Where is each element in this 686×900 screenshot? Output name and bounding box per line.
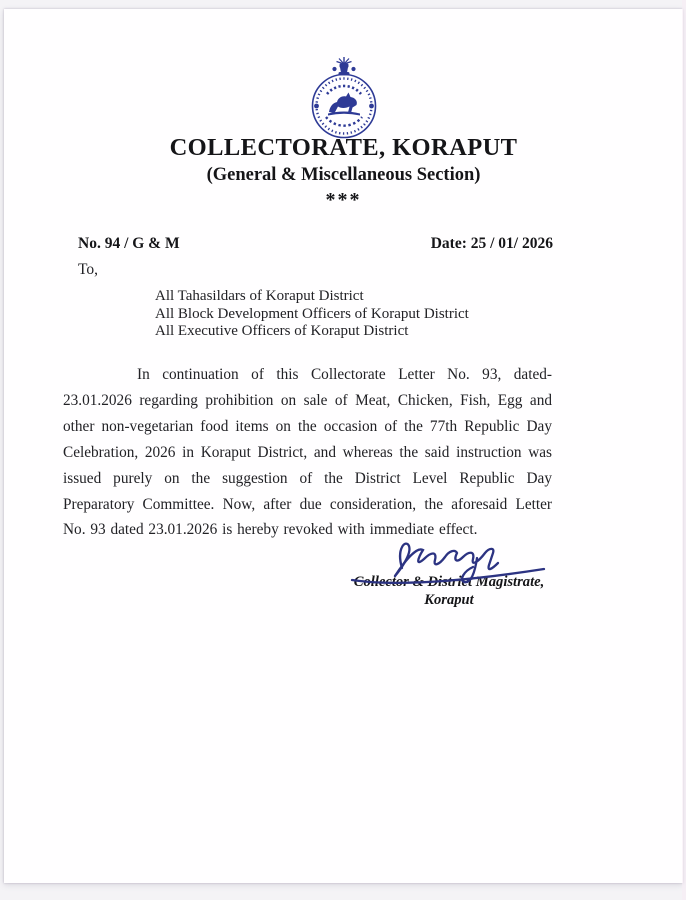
letterhead-section: (General & Miscellaneous Section) [206, 165, 481, 185]
addressee-line: All Block Development Officers of Koraput District [155, 305, 469, 322]
addressee-line: All Tahasildars of Koraput District [155, 288, 364, 304]
reference-number: No. 94 / G & M [78, 235, 180, 252]
addressee-line: All Executive Officers of Koraput District [155, 323, 409, 340]
meta-row [78, 235, 553, 253]
letter-date: Date: 25 / 01/ 2026 [430, 235, 553, 252]
odisha-state-emblem-icon [298, 55, 390, 141]
addressee-list [155, 288, 469, 341]
letter-page [4, 9, 683, 883]
body-paragraph: In continuation of this Collectorate Letter No. 93, dated-23.01.2026 regarding prohibition on sale of Meat, Chicken, Fish, Egg and other non-vegetarian food items on the occasion of the 77th Republic Day Celebration, 2026 in Koraput District, and whereas the said instruction was issued purely on the suggestion of the District Level Republic Day Preparatory Committee. Now, after due consideration, the aforesaid Letter No. 93 dated 23.01.2026 is hereby revoked with immediate effect. [63, 366, 552, 539]
signatory-place: Koraput [424, 591, 474, 608]
letterhead-separator: *** [325, 189, 362, 211]
salutation: To, [78, 261, 99, 278]
handwritten-signature-icon [344, 536, 556, 588]
letterhead-title: COLLECTORATE, KORAPUT [169, 134, 518, 161]
signatory-designation: Collector & District Magistrate, [353, 574, 545, 590]
